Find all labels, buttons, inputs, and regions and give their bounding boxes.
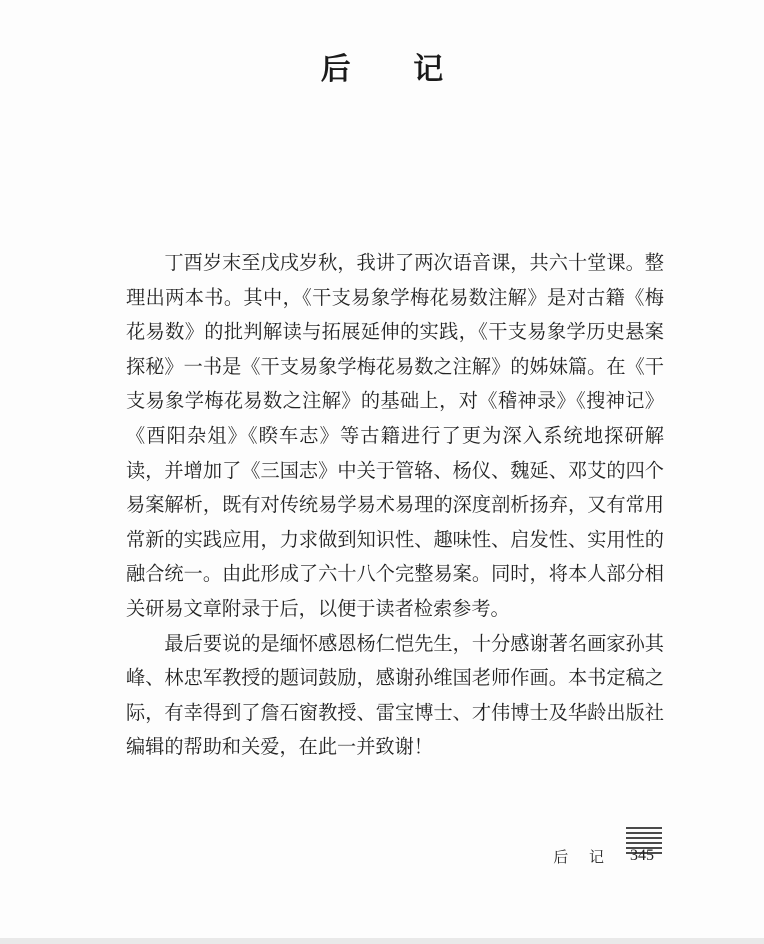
paragraph-2: 最后要说的是缅怀感恩杨仁恺先生，十分感谢著名画家孙其峰、林忠军教授的题词鼓励，感谢孙维国老师作画。本书定稿之际，有幸得到了詹石窗教授、雷宝博士、才伟博士及华龄出版社编辑的帮助和关爱，在此一并致谢！ (126, 631, 664, 759)
running-footer-label: 后 记 (553, 848, 612, 866)
page-number: 345 (630, 847, 654, 864)
body-text (126, 246, 664, 765)
paragraph-1: 丁酉岁末至戊戌岁秋，我讲了两次语音课，共六十堂课。整理出两本书。其中，《干支易象学梅花易数注解》是对古籍《梅花易数》的批判解读与拓展延伸的实践，《干支易象学历史悬案探秘》一书是《干支易象学梅花易数之注解》的姊妹篇。在《干支易象学梅花易数之注解》的基础上，对《稽神录》《搜神记》《酉阳杂俎》《睽车志》等古籍进行了更为深入系统地探研解读，并增加了《三国志》中关于管辂、杨仪、魏延、邓艾的四个易案解析，既有对传统易学易术易理的深度剖析扬弃，又有常用常新的实践应用，力求做到知识性、趣味性、启发性、实用性的融合统一。由此形成了六十八个完整易案。同时，将本人部分相关研易文章附录于后，以便于读者检索参考。 (126, 251, 664, 620)
page-title: 后 记 (320, 52, 470, 87)
page-footer (0, 836, 764, 876)
bottom-edge-divider (0, 938, 764, 944)
